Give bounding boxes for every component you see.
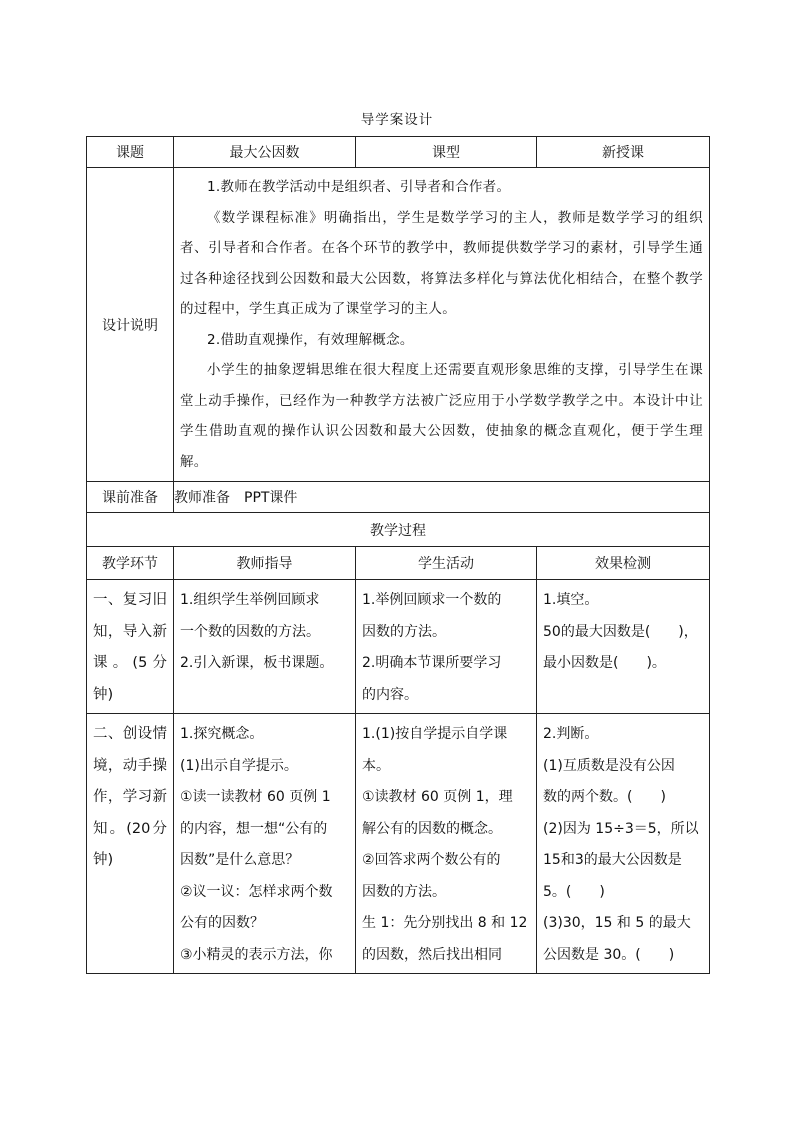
document-title: 导学案设计 bbox=[360, 112, 434, 128]
design-content bbox=[174, 168, 710, 482]
stage-cell bbox=[87, 714, 174, 974]
student-line: 因数的方法。 bbox=[362, 623, 446, 640]
teacher-line: ②议一议：怎样求两个数 bbox=[180, 883, 333, 900]
header-row bbox=[87, 137, 710, 168]
student-cell bbox=[356, 714, 537, 974]
check-line: 公因数是 30。( ) bbox=[543, 946, 675, 963]
student-line: 本。 bbox=[362, 757, 390, 774]
design-paragraph: 1.教师在教学活动中是组织者、引导者和合作者。 bbox=[207, 179, 511, 195]
teacher-line: 1.探究概念。 bbox=[180, 726, 264, 742]
student-line: 生 1：先分别找出 8 和 12 bbox=[362, 915, 528, 931]
design-paragraph: 2.借助直观操作，有效理解概念。 bbox=[207, 331, 414, 348]
teacher-line: 公有的因数？ bbox=[180, 915, 264, 931]
teacher-line: 的内容，想一想“公有的 bbox=[180, 820, 328, 837]
teacher-line: 一个数的因数的方法。 bbox=[180, 623, 320, 640]
prep-content bbox=[174, 482, 710, 513]
prep-label: 课前准备 bbox=[87, 482, 174, 513]
student-line: 1.(1)按自学提示自学课 bbox=[362, 726, 508, 742]
student-line: 的内容。 bbox=[362, 686, 418, 703]
teacher-cell bbox=[174, 714, 356, 974]
check-line: 2.判断。 bbox=[543, 726, 599, 742]
student-line: 1.举例回顾求一个数的 bbox=[362, 592, 502, 608]
teacher-line: 因数”是什么意思？ bbox=[180, 852, 300, 868]
column-header: 教师指导 bbox=[174, 547, 356, 580]
check-line: (3)30，15 和 5 的最大 bbox=[543, 915, 691, 931]
teacher-line: 2.引入新课，板书课题。 bbox=[180, 655, 334, 671]
process-column-headers bbox=[87, 547, 710, 580]
student-line: 解公有的因数的概念。 bbox=[362, 820, 502, 837]
check-line: 1.填空。 bbox=[543, 592, 599, 608]
teacher-line: ①读一读教材 60 页例 1 bbox=[180, 789, 331, 805]
stage-cell bbox=[87, 580, 174, 714]
process-title: 教学过程 bbox=[87, 513, 710, 547]
topic-label: 课题 bbox=[87, 137, 174, 168]
column-header: 效果检测 bbox=[537, 547, 710, 580]
process-title-row bbox=[87, 513, 710, 547]
teacher-cell bbox=[174, 580, 356, 714]
prep-teacher: 教师准备 bbox=[174, 490, 230, 506]
teacher-line: (1)出示自学提示。 bbox=[180, 757, 298, 774]
design-paragraph: 《数学课程标准》明确指出，学生是数学学习的主人，教师是数学学习的组织者、引导者和合作者。在各个环节的教学中，教师提供数学学习的素材，引导学生通过各种途径找到公因数和最大公因数，将算法多样化与算法优化相结合，在整个教学的过程中，学生真正成为了课堂学习的主人。 bbox=[180, 209, 703, 317]
student-cell bbox=[356, 580, 537, 714]
design-label: 设计说明 bbox=[87, 168, 174, 482]
type-label: 课型 bbox=[356, 137, 537, 168]
student-line: 2.明确本节课所要学习 bbox=[362, 655, 502, 671]
lesson-plan-table bbox=[86, 136, 710, 974]
stage-text: 二、创设情境，动手操作，学习新知。(20分钟) bbox=[93, 726, 167, 868]
student-line: 的因数，然后找出相同 bbox=[362, 946, 502, 963]
check-line: 最小因数是( )。 bbox=[543, 655, 666, 671]
check-line: 15和3的最大公因数是 bbox=[543, 852, 682, 868]
prep-row bbox=[87, 482, 710, 513]
student-line: ①读教材 60 页例 1，理 bbox=[362, 789, 513, 805]
check-line: (2)因为 15÷3＝5，所以 bbox=[543, 820, 699, 837]
student-line: ②回答求两个数公有的 bbox=[362, 852, 501, 868]
check-line: 5。( ) bbox=[543, 883, 605, 900]
check-line: (1)互质数是没有公因 bbox=[543, 757, 675, 774]
column-header: 教学环节 bbox=[87, 547, 174, 580]
design-paragraph: 小学生的抽象逻辑思维在很大程度上还需要直观形象思维的支撑，引导学生在课堂上动手操作，已经作为一种教学方法被广泛应用于小学数学教学之中。本设计中让学生借助直观的操作认识公因数和最大公因数，使抽象的概念直观化，便于学生理解。 bbox=[180, 362, 703, 470]
check-cell bbox=[537, 714, 710, 974]
teacher-line: ③小精灵的表示方法，你 bbox=[180, 946, 333, 963]
process-row bbox=[87, 580, 710, 714]
check-line: 数的两个数。( ) bbox=[543, 789, 666, 805]
topic-value: 最大公因数 bbox=[174, 137, 356, 168]
check-line: 50的最大因数是( )， bbox=[543, 623, 698, 640]
stage-text: 一、复习旧知，导入新课。(5分钟) bbox=[93, 592, 167, 703]
type-value: 新授课 bbox=[537, 137, 710, 168]
design-row bbox=[87, 168, 710, 482]
prep-material: PPT课件 bbox=[244, 490, 298, 506]
process-row bbox=[87, 714, 710, 974]
student-line: 因数的方法。 bbox=[362, 883, 446, 900]
column-header: 学生活动 bbox=[356, 547, 537, 580]
teacher-line: 1.组织学生举例回顾求 bbox=[180, 592, 320, 608]
check-cell bbox=[537, 580, 710, 714]
